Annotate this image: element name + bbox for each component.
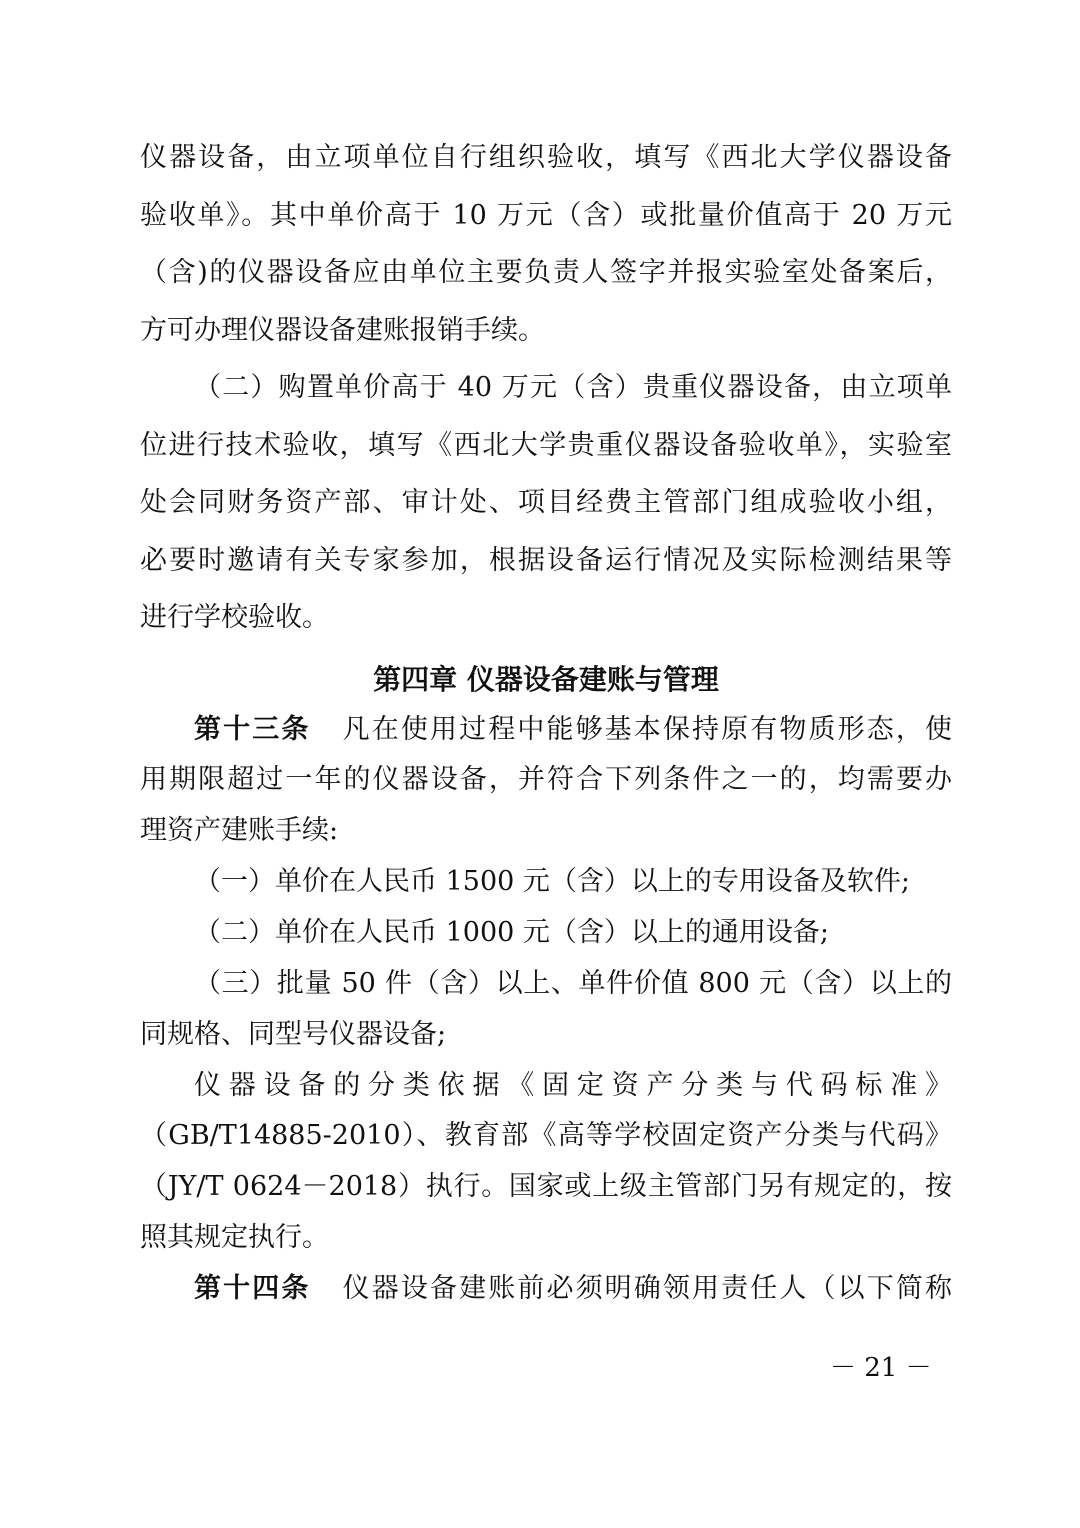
paragraph-line: （GB/T14885-2010）、教育部《高等学校固定资产分类与代码》 xyxy=(140,1120,952,1151)
paragraph-line: 处会同财务资产部、审计处、项目经费主管部门组成验收小组， xyxy=(140,487,952,518)
paragraph-line: 方可办理仪器设备建账报销手续。 xyxy=(140,315,545,346)
paragraph-line: （JY/T 0624－2018）执行。国家或上级主管部门另有规定的，按 xyxy=(140,1171,952,1202)
paragraph-line: 必要时邀请有关专家参加，根据设备运行情况及实际检测结果等 xyxy=(140,545,952,576)
article-13-text: 凡在使用过程中能够基本保持原有物质形态，使 xyxy=(340,714,952,745)
paragraph-line: 仪器设备的分类依据《固定资产分类与代码标准》 xyxy=(194,1070,952,1101)
article-13-first-line xyxy=(194,710,952,750)
article-14-first-line xyxy=(194,1269,952,1309)
paragraph-line: 照其规定执行。 xyxy=(140,1222,329,1253)
paragraph-line: 位进行技术验收，填写《西北大学贵重仪器设备验收单》，实验室 xyxy=(140,430,952,461)
paragraph-line: 理资产建账手续: xyxy=(140,815,339,846)
paragraph-line: 验收单》。其中单价高于 10 万元（含）或批量价值高于 20 万元 xyxy=(140,200,952,231)
list-item: （一）单价在人民币 1500 元（含）以上的专用设备及软件; xyxy=(194,866,910,897)
paragraph-line: 用期限超过一年的仪器设备，并符合下列条件之一的，均需要办 xyxy=(140,764,952,795)
paragraph-line: 进行学校验收。 xyxy=(140,602,329,633)
article-13-label: 第十三条 xyxy=(194,714,311,745)
paragraph-line: （含)的仪器设备应由单位主要负责人签字并报实验室处备案后， xyxy=(140,257,952,288)
paragraph-line: 仪器设备，由立项单位自行组织验收，填写《西北大学仪器设备 xyxy=(140,142,952,173)
paragraph-line: （二）购置单价高于 40 万元（含）贵重仪器设备，由立项单 xyxy=(194,372,952,403)
list-item: （三）批量 50 件（含）以上、单件价值 800 元（含）以上的 xyxy=(194,968,952,999)
list-item-continuation: 同规格、同型号仪器设备; xyxy=(140,1019,447,1050)
page-number: － 21 － xyxy=(830,1353,932,1383)
list-item: （二）单价在人民币 1000 元（含）以上的通用设备; xyxy=(194,917,829,948)
article-14-text: 仪器设备建账前必须明确领用责任人（以下简称 xyxy=(340,1273,952,1304)
chapter-heading: 第四章 仪器设备建账与管理 xyxy=(373,663,719,696)
article-14-label: 第十四条 xyxy=(194,1273,311,1304)
